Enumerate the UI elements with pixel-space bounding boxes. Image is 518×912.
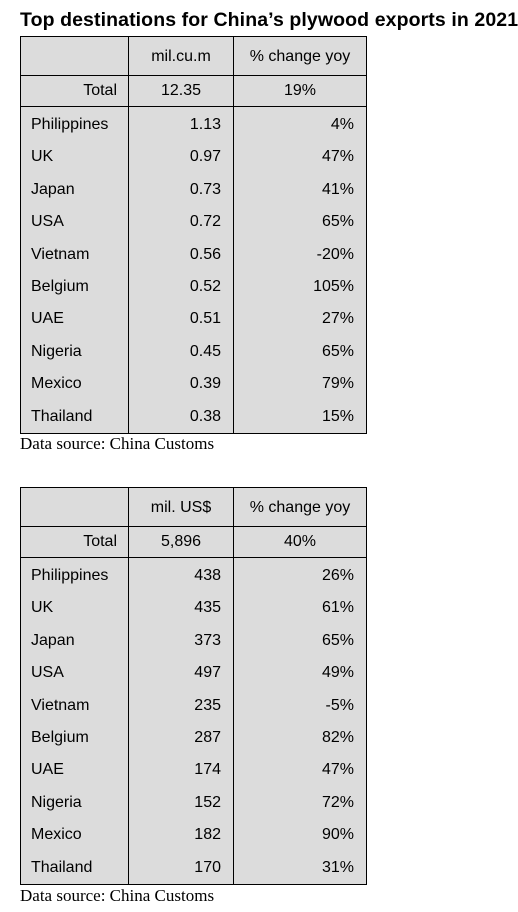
row-change: 49% [321, 664, 354, 682]
row-country: Thailand [31, 407, 93, 425]
row-change: 26% [321, 567, 354, 584]
row-change: 90% [321, 826, 354, 844]
table-body-row [21, 558, 367, 885]
row-value: 1.13 [189, 116, 221, 133]
row-country: Vietnam [31, 696, 90, 714]
total-value: 5,896 [129, 527, 234, 558]
table-body-row [21, 107, 367, 434]
row-value: 152 [194, 793, 221, 811]
row-change: 105% [313, 277, 354, 295]
unit-header: mil. US$ [129, 488, 234, 527]
row-country: Belgium [31, 277, 89, 295]
table-header-row [21, 488, 367, 527]
row-value: 0.72 [189, 213, 221, 231]
row-value: 0.73 [189, 180, 221, 198]
row-country: Belgium [31, 728, 89, 746]
row-country: UK [31, 599, 54, 617]
change-header: % change yoy [234, 37, 367, 76]
row-value: 0.97 [189, 148, 221, 166]
row-country: UAE [31, 761, 64, 779]
row-value: 182 [194, 826, 221, 844]
total-change: 19% [234, 76, 367, 107]
total-label: Total [21, 527, 129, 558]
row-country: UAE [31, 310, 64, 328]
row-value: 0.51 [189, 310, 221, 328]
table-header-row [21, 37, 367, 76]
row-country: Philippines [31, 567, 109, 584]
row-value: 438 [194, 567, 221, 584]
row-country: Philippines [31, 116, 109, 133]
row-change: 47% [321, 148, 354, 166]
value-column [129, 107, 234, 434]
row-value: 0.39 [189, 375, 221, 393]
total-row [21, 527, 367, 558]
row-change: 79% [321, 375, 354, 393]
row-value: 0.56 [189, 245, 221, 263]
row-change: -20% [316, 245, 354, 263]
row-country: Japan [31, 180, 75, 198]
row-value: 170 [194, 858, 221, 876]
row-country: USA [31, 213, 64, 231]
row-value: 0.38 [189, 407, 221, 425]
row-country: Mexico [31, 826, 82, 844]
unit-header: mil.cu.m [129, 37, 234, 76]
header-empty-cell [21, 488, 129, 527]
total-label: Total [21, 76, 129, 107]
row-change: 72% [321, 793, 354, 811]
row-country: Nigeria [31, 342, 82, 360]
row-country: USA [31, 664, 64, 682]
row-value: 235 [194, 696, 221, 714]
row-change: 65% [321, 213, 354, 231]
row-value: 497 [194, 664, 221, 682]
header-empty-cell [21, 37, 129, 76]
row-change: 61% [321, 599, 354, 617]
row-country: Nigeria [31, 793, 82, 811]
page-title: Top destinations for China’s plywood exports in 2021 [20, 9, 518, 31]
row-change: -5% [325, 696, 354, 714]
country-column [21, 107, 129, 434]
row-value: 435 [194, 599, 221, 617]
change-column [234, 107, 367, 434]
row-change: 15% [321, 407, 354, 425]
total-value: 12.35 [129, 76, 234, 107]
value-column [129, 558, 234, 885]
volume-table [20, 36, 367, 434]
row-value: 287 [194, 728, 221, 746]
row-change: 4% [330, 116, 354, 133]
country-column [21, 558, 129, 885]
data-source-note: Data source: China Customs [20, 886, 215, 905]
value-table [20, 487, 367, 885]
row-country: Japan [31, 631, 75, 649]
row-change: 65% [321, 342, 354, 360]
row-value: 373 [194, 631, 221, 649]
row-change: 47% [321, 761, 354, 779]
row-change: 65% [321, 631, 354, 649]
total-row [21, 76, 367, 107]
data-source-note: Data source: China Customs [20, 434, 215, 453]
row-country: Mexico [31, 375, 82, 393]
row-value: 0.45 [189, 342, 221, 360]
row-change: 27% [321, 310, 354, 328]
total-change: 40% [234, 527, 367, 558]
row-change: 31% [321, 858, 354, 876]
row-value: 174 [194, 761, 221, 779]
change-column [234, 558, 367, 885]
row-value: 0.52 [189, 277, 221, 295]
row-country: UK [31, 148, 54, 166]
row-country: Thailand [31, 858, 93, 876]
change-header: % change yoy [234, 488, 367, 527]
row-country: Vietnam [31, 245, 90, 263]
row-change: 41% [321, 180, 354, 198]
row-change: 82% [321, 728, 354, 746]
